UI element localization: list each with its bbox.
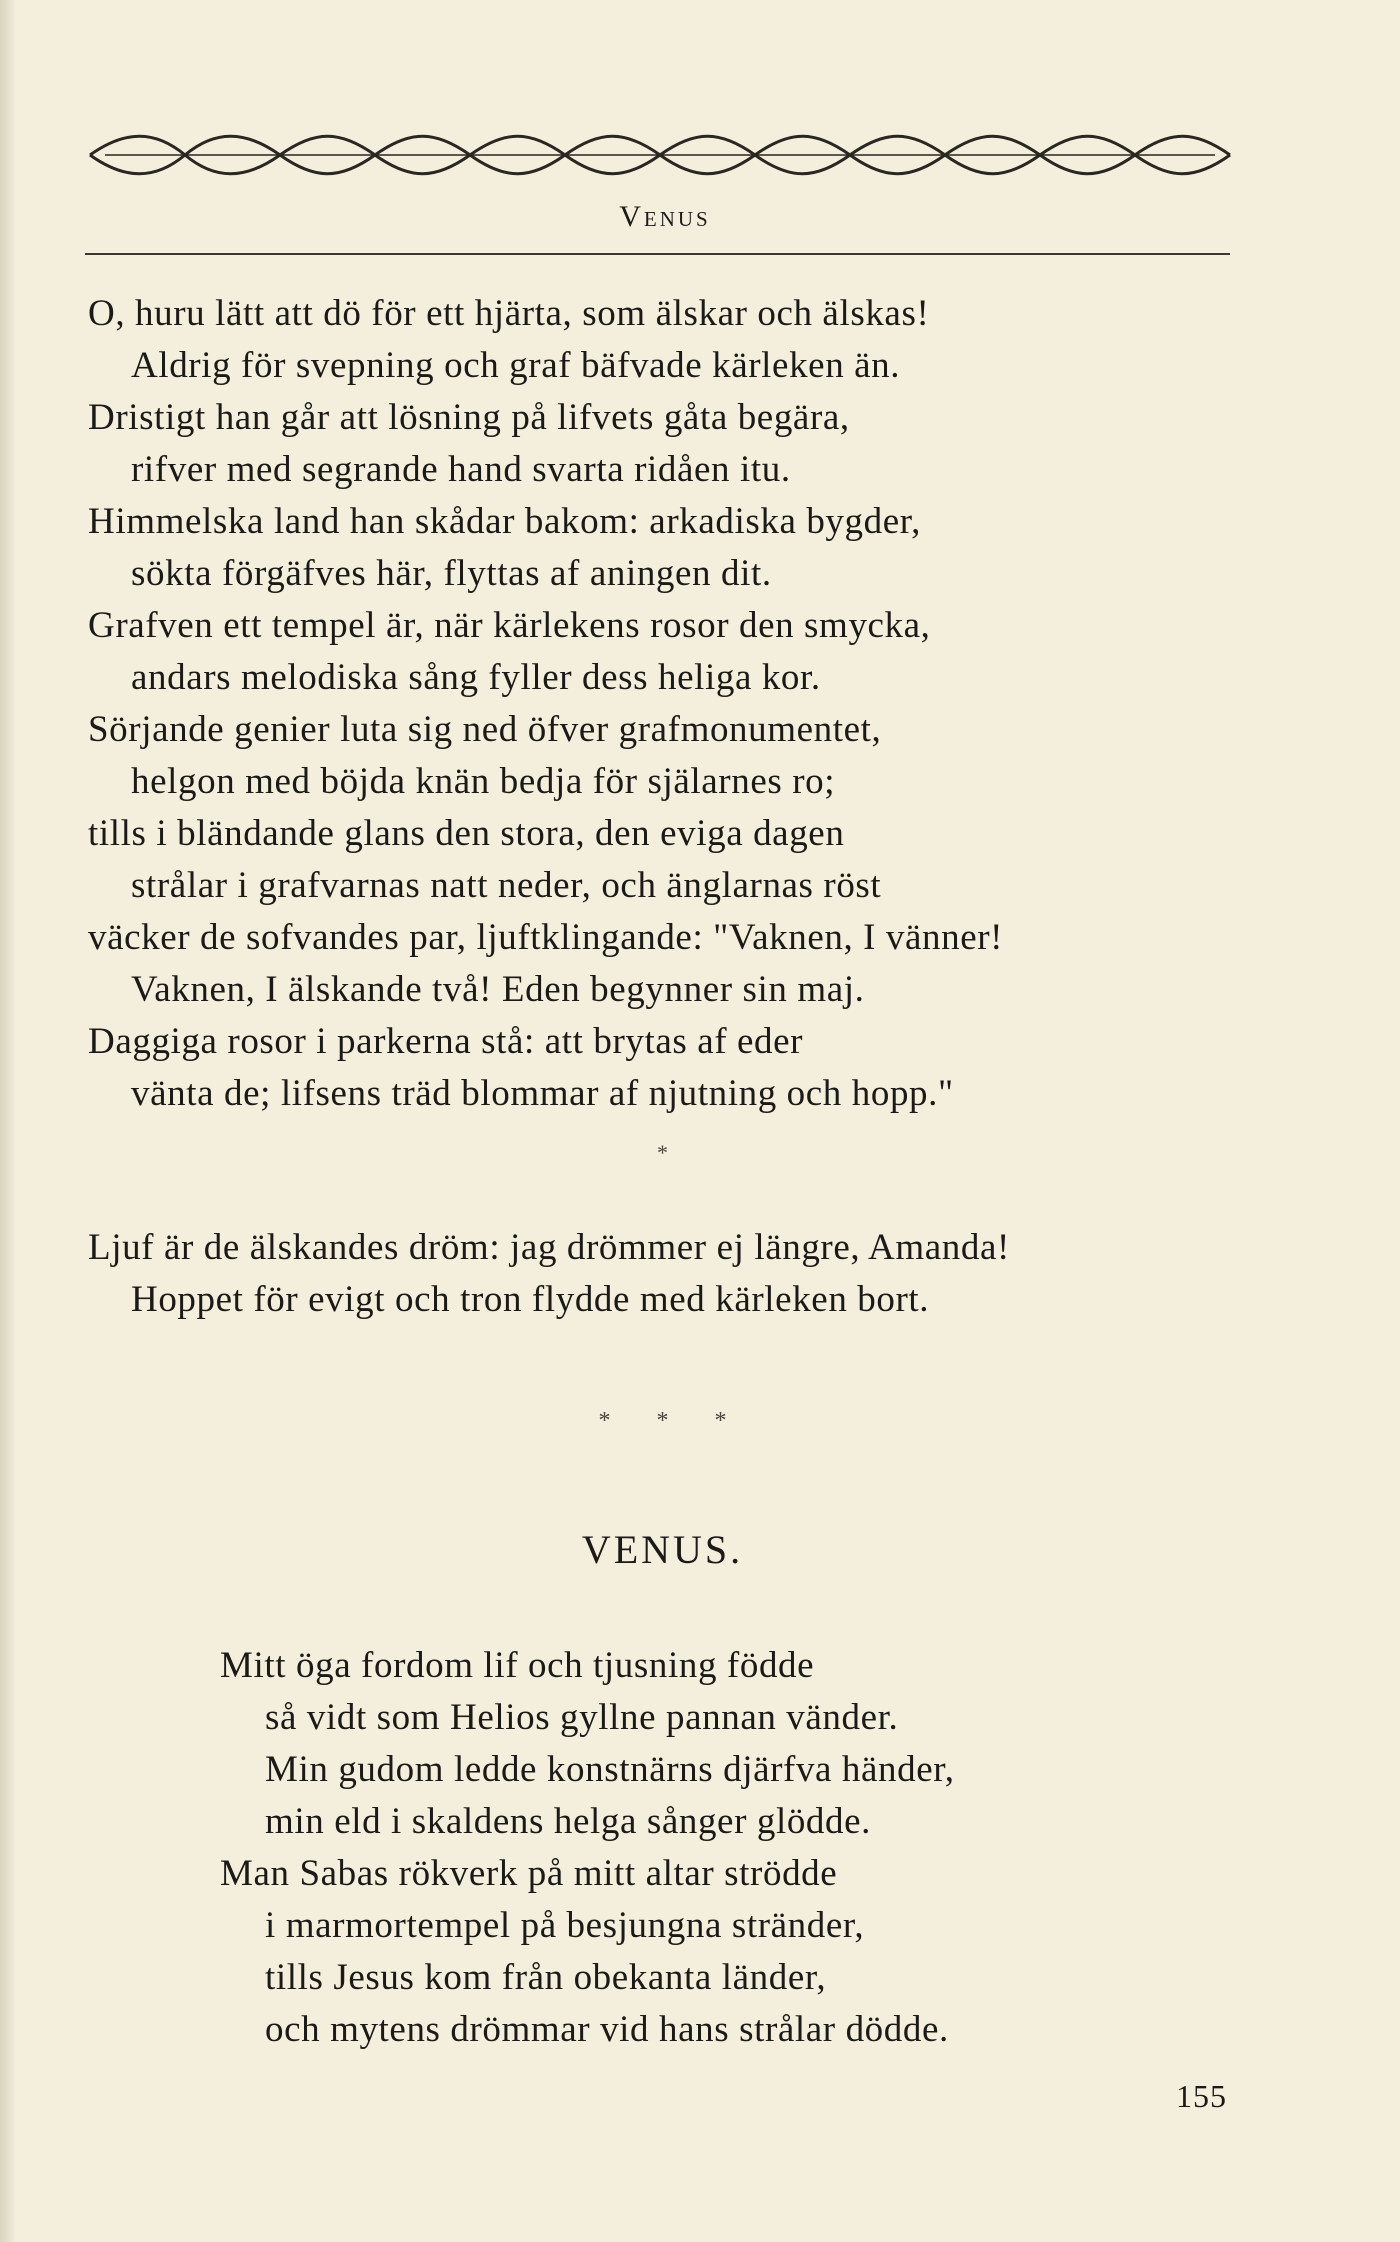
sonnet-body <box>220 1640 1220 2056</box>
verse-line: väcker de sofvandes par, ljuftklingande: "Vaknen, I vänner! <box>88 917 1004 958</box>
section-separator-asterisks: * * * <box>598 1408 727 1434</box>
verse-line: helgon med böjda knän bedja för själarnes ro; <box>131 761 836 802</box>
poem-body <box>88 288 1288 1120</box>
verse-line: Min gudom ledde konstnärns djärfva händer, <box>265 1749 955 1790</box>
verse-line: rifver med segrande hand svarta ridåen itu. <box>131 449 791 490</box>
verse-line: i marmortempel på besjungna stränder, <box>265 1905 865 1946</box>
closing-couplet <box>88 1222 1288 1326</box>
verse-line: O, huru lätt att dö för ett hjärta, som älskar och älskas! <box>88 293 930 334</box>
section-separator-star: * <box>657 1140 668 1165</box>
verse-line: Himmelska land han skådar bakom: arkadiska bygder, <box>88 501 922 542</box>
verse-line: tills i bländande glans den stora, den eviga dagen <box>88 813 845 854</box>
verse-line: strålar i grafvarnas natt neder, och änglarnas röst <box>131 865 882 906</box>
verse-line: Mitt öga fordom lif och tjusning födde <box>220 1645 815 1686</box>
verse-line: Vaknen, I älskande två! Eden begynner sin maj. <box>131 969 865 1010</box>
verse-line: Daggiga rosor i parkerna stå: att brytas af eder <box>88 1021 804 1062</box>
decorative-header-ornament <box>85 125 1235 185</box>
verse-line: Man Sabas rökverk på mitt altar strödde <box>220 1853 838 1894</box>
verse-line: Dristigt han går att lösning på lifvets gåta begära, <box>88 397 850 438</box>
verse-line: Grafven ett tempel är, när kärlekens rosor den smycka, <box>88 605 931 646</box>
verse-line: vänta de; lifsens träd blommar af njutning och hopp." <box>131 1073 954 1114</box>
verse-line: andars melodiska sång fyller dess heliga kor. <box>131 657 821 698</box>
header-rule <box>85 253 1230 255</box>
verse-line: och mytens drömmar vid hans strålar dödde. <box>265 2009 949 2050</box>
page-number: 155 <box>1176 2078 1227 2114</box>
verse-line: så vidt som Helios gyllne pannan vänder. <box>265 1697 899 1738</box>
verse-line: Hoppet för evigt och tron flydde med kärleken bort. <box>131 1279 930 1320</box>
verse-line: tills Jesus kom från obekanta länder, <box>265 1957 827 1998</box>
poem-title: VENUS. <box>581 1527 744 1572</box>
verse-line: min eld i skaldens helga sånger glödde. <box>265 1801 872 1842</box>
verse-line: Sörjande genier luta sig ned öfver grafmonumentet, <box>88 709 882 750</box>
verse-line: sökta förgäfves här, flyttas af aningen dit. <box>131 553 772 594</box>
verse-line: Aldrig för svepning och graf bäfvade kärleken än. <box>131 345 901 386</box>
page-gutter <box>0 0 14 2242</box>
verse-line: Ljuf är de älskandes dröm: jag drömmer ej längre, Amanda! <box>88 1227 1010 1268</box>
running-head-title: Venus <box>619 200 711 233</box>
